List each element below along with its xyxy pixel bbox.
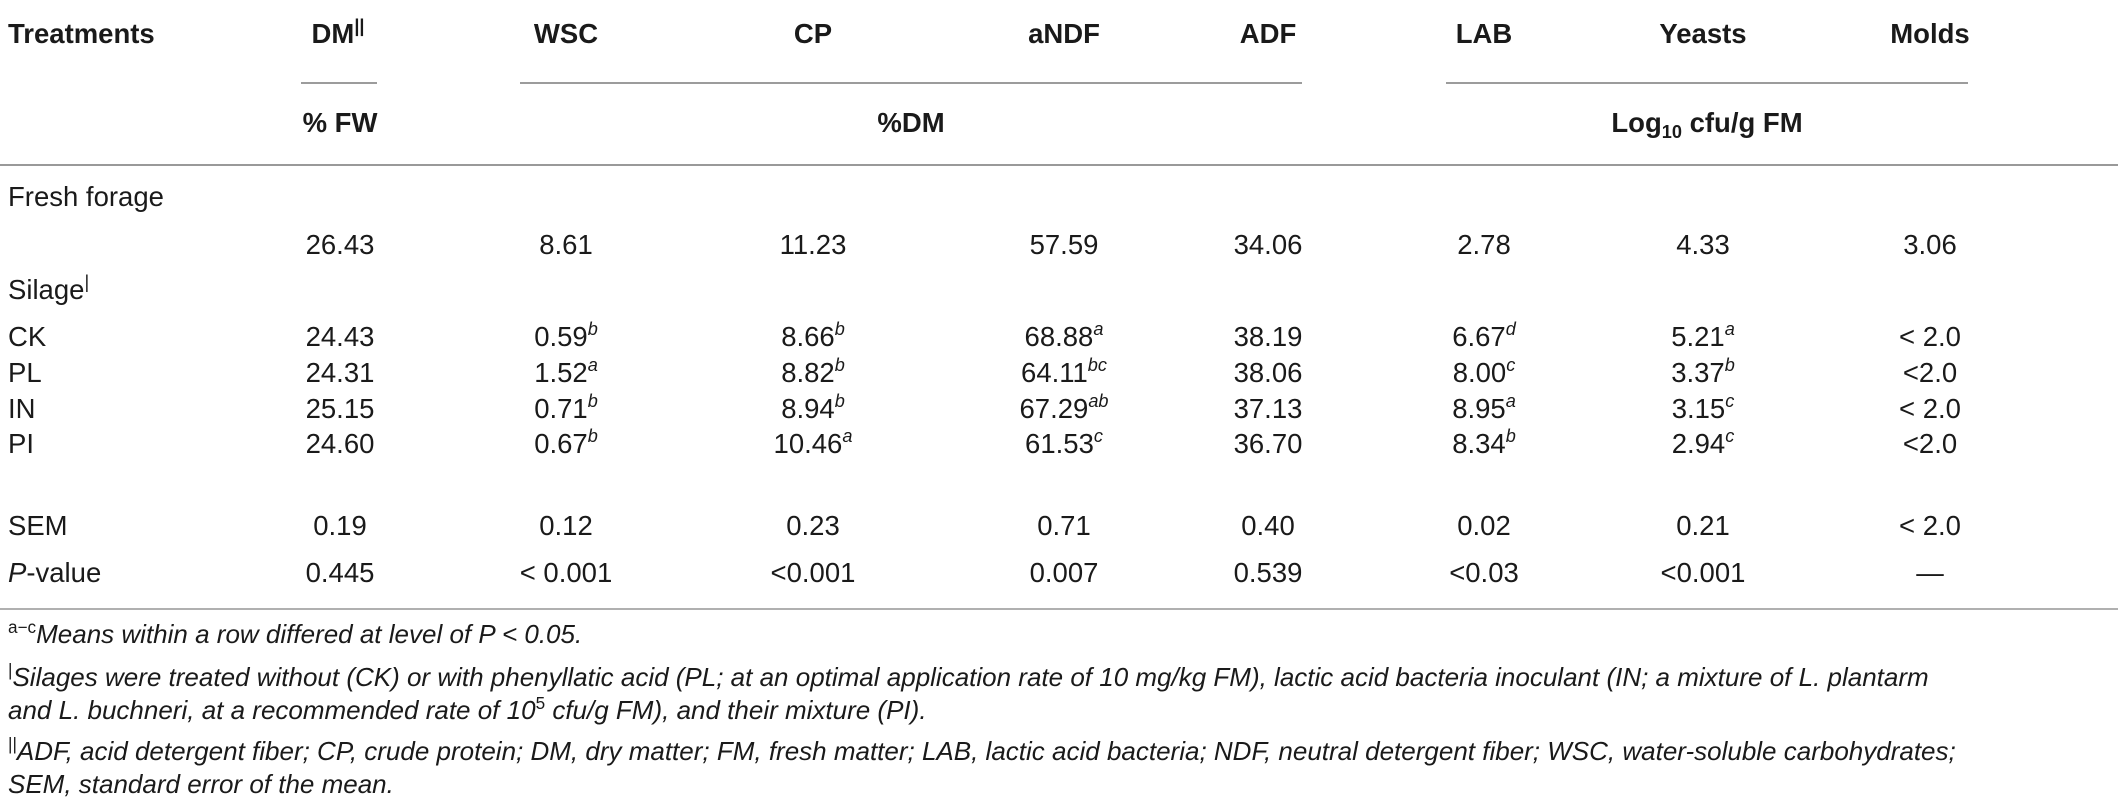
cell-molds [1899,323,1961,351]
cell-cp-letter: b [834,391,845,412]
header-treatments: Treatments [8,18,155,49]
unit-micro-prefix: Log [1611,107,1662,138]
unit-chem: %DM [877,107,945,138]
fresh-yeasts-value: 4.33 [1676,229,1730,260]
cell-lab [1452,355,1516,388]
sem-lab [1457,512,1511,540]
pvalue-cp-value: <0.001 [770,557,856,588]
footnote-significance-mark: a−c [8,616,37,637]
footnote-silage-mark: | [8,659,13,680]
cell-cp-value: 8.94 [781,393,835,424]
cell-andf-value: 61.53 [1025,428,1094,459]
fresh-andf [1030,231,1099,259]
cell-dm-value: 24.43 [305,321,375,352]
header-dm-label: DM [311,18,355,49]
cell-adf-value: 37.13 [1233,393,1303,424]
fresh-dm [306,231,375,259]
cell-dm [306,430,375,458]
cell-wsc [534,426,598,459]
header-adf: ADF [1239,18,1297,49]
cell-cp-value: 8.66 [781,321,835,352]
cell-andf-letter: ab [1088,391,1109,412]
sem-wsc [539,512,593,540]
pvalue-cp [771,559,856,587]
fresh-lab-value: 2.78 [1457,229,1511,260]
cell-dm-value: 24.31 [305,357,375,388]
pvalue-molds [1916,559,1944,587]
fresh-yeasts [1676,231,1730,259]
cell-yeasts-value: 3.15 [1671,393,1726,424]
cell-lab-value: 8.95 [1452,393,1506,424]
cell-lab-letter: c [1506,355,1516,376]
cell-lab-value: 8.34 [1452,428,1506,459]
unit-micro-sub: 10 [1661,122,1682,143]
fresh-lab [1457,231,1511,259]
cell-wsc-letter: a [587,355,598,376]
sem-yeasts [1676,512,1730,540]
unit-dm: % FW [302,107,378,138]
sem-yeasts-value: 0.21 [1676,510,1730,541]
fresh-molds-value: 3.06 [1903,229,1957,260]
footnote-abbrev-line1 [8,733,1956,766]
cell-wsc-value: 0.67 [534,428,588,459]
cell-dm [306,323,375,351]
cell-adf [1234,395,1303,423]
pvalue-dm-value: 0.445 [305,557,375,588]
row-label: PL [8,357,42,388]
cell-lab-value: 6.67 [1452,321,1506,352]
header-andf: aNDF [1028,18,1100,49]
chem-group-rule [520,82,1302,84]
cell-yeasts-value: 2.94 [1671,428,1726,459]
cell-molds [1899,395,1961,423]
cell-dm [306,395,375,423]
sem-dm-value: 0.19 [313,510,367,541]
footnote-silage-text-b: and L. buchneri, at a recommended rate of 10 [8,695,536,725]
cell-dm [306,359,375,387]
header-molds: Molds [1890,18,1970,49]
cell-wsc-letter: b [587,391,598,412]
pvalue-yeasts-value: <0.001 [1660,557,1746,588]
cell-cp [781,355,845,388]
cell-dm-value: 24.60 [305,428,375,459]
micro-group-rule [1446,82,1968,84]
fresh-wsc [539,231,593,259]
cell-adf [1234,323,1303,351]
cell-yeasts-letter: a [1724,319,1735,340]
footnote-silage-text-a: Silages were treated without (CK) or with phenyllatic acid (PL; at an optimal application rate of 10 mg/kg FM), lactic acid bacteria inoculant (IN; a mixture of L. plantarm [12,662,1929,692]
footnote-significance [8,616,583,649]
sem-label: SEM [8,510,68,541]
pvalue-wsc [520,559,613,587]
cell-andf-letter: c [1093,426,1103,447]
dm-group-rule [301,82,377,84]
cell-adf [1234,359,1303,387]
cell-wsc [534,391,598,424]
pvalue-rest: -value [26,557,102,588]
pvalue-molds-value: — [1916,557,1944,588]
cell-cp-letter: b [834,319,845,340]
cell-andf-value: 64.11 [1021,357,1088,388]
sem-lab-value: 0.02 [1457,510,1511,541]
cell-andf-letter: bc [1087,355,1107,376]
fresh-adf-value: 34.06 [1233,229,1303,260]
footnote-abbrev-text-a: ADF, acid detergent fiber; CP, crude protein; DM, dry matter; FM, fresh matter; LAB, lactic acid bacteria; NDF, neutral detergent fiber; WSC, water-soluble carbohydrates; [16,736,1956,766]
cell-wsc-value: 0.59 [534,321,588,352]
cell-andf-letter: a [1093,319,1104,340]
cell-molds [1903,430,1957,458]
cell-lab-value: 8.00 [1452,357,1507,388]
pvalue-label [8,559,101,587]
cell-yeasts-letter: c [1725,391,1735,412]
cell-lab-letter: b [1505,426,1516,447]
pvalue-andf [1030,559,1099,587]
sem-andf-value: 0.71 [1037,510,1091,541]
cell-yeasts [1671,391,1735,424]
header-dm [311,16,365,49]
unit-micro-suffix: cfu/g FM [1681,107,1803,138]
cell-cp [781,391,845,424]
cell-andf [1021,355,1107,388]
silage-note: | [84,272,90,293]
cell-dm-value: 25.15 [305,393,375,424]
pvalue-dm [306,559,375,587]
cell-yeasts [1671,426,1735,459]
row-label: IN [8,393,36,424]
cell-yeasts-value: 3.37 [1671,357,1725,388]
pvalue-italic: P [8,557,27,588]
cell-andf [1019,391,1109,424]
cell-molds-value: <2.0 [1902,357,1958,388]
sem-andf [1037,512,1091,540]
unit-micro [1611,107,1803,143]
cell-yeasts [1671,355,1735,388]
footnote-silage-line2 [8,692,927,725]
cell-wsc-letter: b [587,426,598,447]
cell-yeasts-letter: c [1725,426,1735,447]
pvalue-andf-value: 0.007 [1029,557,1099,588]
pvalue-lab-value: <0.03 [1449,557,1519,588]
row-label: PI [8,428,34,459]
cell-molds [1903,359,1957,387]
cell-molds-value: <2.0 [1902,428,1958,459]
cell-wsc-letter: b [587,319,598,340]
fresh-andf-value: 57.59 [1029,229,1099,260]
cell-adf [1234,430,1303,458]
cell-cp-letter: b [834,355,845,376]
cell-cp [781,319,845,352]
sem-molds-value: < 2.0 [1899,510,1961,541]
cell-lab-letter: d [1505,319,1516,340]
cell-lab [1452,391,1516,424]
sem-wsc-value: 0.12 [539,510,593,541]
cell-andf [1024,319,1104,352]
fresh-cp [780,231,847,259]
cell-molds-value: < 2.0 [1899,321,1961,352]
cell-molds-value: < 2.0 [1899,393,1961,424]
footnote-abbrev-mark: || [8,733,17,754]
header-lab: LAB [1455,18,1513,49]
sem-molds [1899,512,1961,540]
cell-adf-value: 38.19 [1233,321,1303,352]
footnote-significance-text: Means within a row differed at level of P < 0.05. [36,619,583,649]
cell-andf-value: 67.29 [1019,393,1089,424]
footnote-silage-line1 [8,659,1929,692]
fresh-molds [1903,231,1957,259]
fresh-dm-value: 26.43 [305,229,375,260]
cell-yeasts-value: 5.21 [1671,321,1725,352]
pvalue-adf-value: 0.539 [1233,557,1303,588]
fresh-forage-label: Fresh forage [8,181,164,212]
sem-adf [1241,512,1295,540]
table-bottom-rule [0,608,2118,610]
header-dm-note: || [354,16,365,37]
row-label: CK [8,321,47,352]
fresh-adf [1234,231,1303,259]
header-yeasts: Yeasts [1659,18,1747,49]
cell-cp-value: 10.46 [773,428,843,459]
pvalue-adf [1234,559,1303,587]
fresh-wsc-value: 8.61 [539,229,593,260]
pvalue-lab [1449,559,1519,587]
cell-wsc [534,355,598,388]
cell-cp-letter: a [842,426,853,447]
silage-label-text: Silage [8,274,85,305]
footnote-abbrev-text-b: SEM, standard error of the mean. [8,769,394,799]
silage-label [8,272,90,305]
cell-adf-value: 36.70 [1233,428,1303,459]
sem-adf-value: 0.40 [1241,510,1295,541]
header-wsc: WSC [533,18,599,49]
cell-cp [773,426,853,459]
cell-lab-letter: a [1505,391,1516,412]
footnote-abbrev-line2 [8,771,394,797]
sem-cp-value: 0.23 [786,510,840,541]
cell-adf-value: 38.06 [1233,357,1303,388]
pvalue-yeasts [1661,559,1746,587]
pvalue-wsc-value: < 0.001 [519,557,613,588]
cell-wsc [534,319,598,352]
cell-yeasts [1671,319,1735,352]
header-cp: CP [793,18,833,49]
cell-yeasts-letter: b [1724,355,1735,376]
cell-wsc-value: 1.52 [534,357,588,388]
footnote-silage-text-c: cfu/g FM), and their mixture (PI). [545,695,927,725]
cell-lab [1452,426,1516,459]
cell-andf-value: 68.88 [1024,321,1094,352]
footnote-silage-exp: 5 [535,692,546,713]
cell-andf [1025,426,1103,459]
sem-dm [313,512,367,540]
cell-lab [1452,319,1516,352]
header-bottom-rule [0,164,2118,166]
cell-wsc-value: 0.71 [534,393,588,424]
sem-cp [786,512,840,540]
cell-cp-value: 8.82 [781,357,835,388]
fresh-cp-value: 11.23 [779,229,847,260]
